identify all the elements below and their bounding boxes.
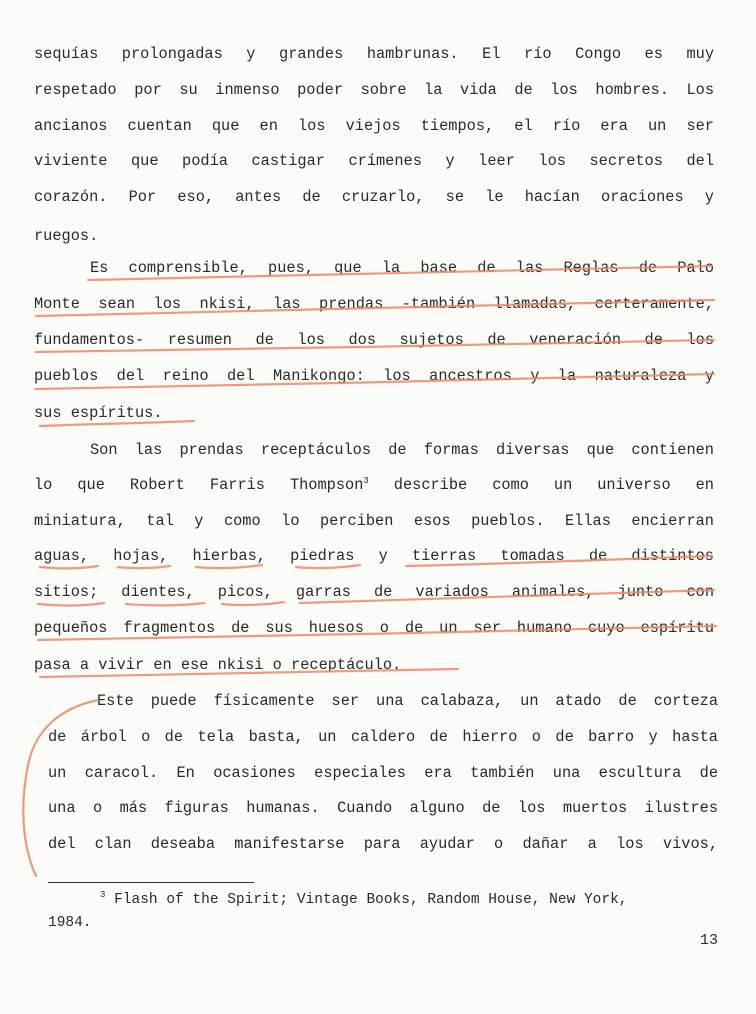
text-line: fundamentos- resumen de los dos sujetos de veneración de los: [34, 331, 714, 349]
footnote-number: 3: [100, 890, 106, 900]
text-line: Es comprensible, pues, que la base de las Reglas de Palo: [90, 259, 714, 277]
text-line: respetado por su inmenso poder sobre la vida de los hombres. Los: [34, 81, 714, 99]
text-fragment: lo que Robert Farris Thompson: [34, 476, 364, 494]
text-line: [34, 475, 714, 495]
text-line: ruegos.: [34, 227, 99, 245]
footnote: [100, 890, 628, 910]
text-line: aguas, hojas, hierbas, piedras y tierras tomadas de distintos: [34, 547, 714, 565]
footnote-continuation: 1984.: [48, 915, 92, 931]
text-line: Monte sean los nkisi, las prendas -también llamadas, certeramente,: [34, 295, 714, 313]
text-fragment: describe como un universo en: [393, 476, 714, 494]
text-line: del clan deseaba manifestarse para ayudar o dañar a los vivos,: [48, 835, 718, 853]
footnote-reference: 3: [363, 476, 369, 486]
text-line: ancianos cuentan que en los viejos tiempos, el río era un ser: [34, 117, 714, 135]
text-line: sus espíritus.: [34, 404, 163, 422]
text-line: de árbol o de tela basta, un caldero de hierro o de barro y hasta: [48, 728, 718, 746]
text-line: Son las prendas receptáculos de formas diversas que contienen: [90, 441, 714, 459]
underline-mark: [40, 566, 98, 568]
text-line: pequeños fragmentos de sus huesos o de un ser humano cuyo espíritu: [34, 619, 714, 637]
text-line: pasa a vivir en ese nkisi o receptáculo.: [34, 656, 402, 674]
text-line: Este puede físicamente ser una calabaza, un atado de corteza: [97, 692, 718, 710]
underline-mark: [126, 603, 204, 605]
page-number: 13: [700, 932, 719, 949]
text-line: pueblos del reino del Manikongo: los ancestros y la naturaleza y: [34, 367, 714, 385]
footnote-rule: [48, 882, 254, 883]
text-line: corazón. Por eso, antes de cruzarlo, se le hacían oraciones y: [34, 188, 714, 206]
text-line: sitios; dientes, picos, garras de variados animales, junto con: [34, 583, 714, 601]
underline-mark: [222, 602, 284, 605]
text-line: viviente que podía castigar crímenes y leer los secretos del: [34, 152, 714, 170]
text-line: un caracol. En ocasiones especiales era también una escultura de: [48, 764, 718, 782]
text-line: sequías prolongadas y grandes hambrunas. El río Congo es muy: [34, 45, 714, 63]
footnote-text: Flash of the Spirit; Vintage Books, Random House, New York,: [114, 892, 628, 908]
underline-mark: [38, 603, 104, 605]
text-line: una o más figuras humanas. Cuando alguno de los muertos ilustres: [48, 799, 718, 817]
text-line: miniatura, tal y como lo perciben esos pueblos. Ellas encierran: [34, 512, 714, 530]
underline-mark: [118, 566, 170, 568]
